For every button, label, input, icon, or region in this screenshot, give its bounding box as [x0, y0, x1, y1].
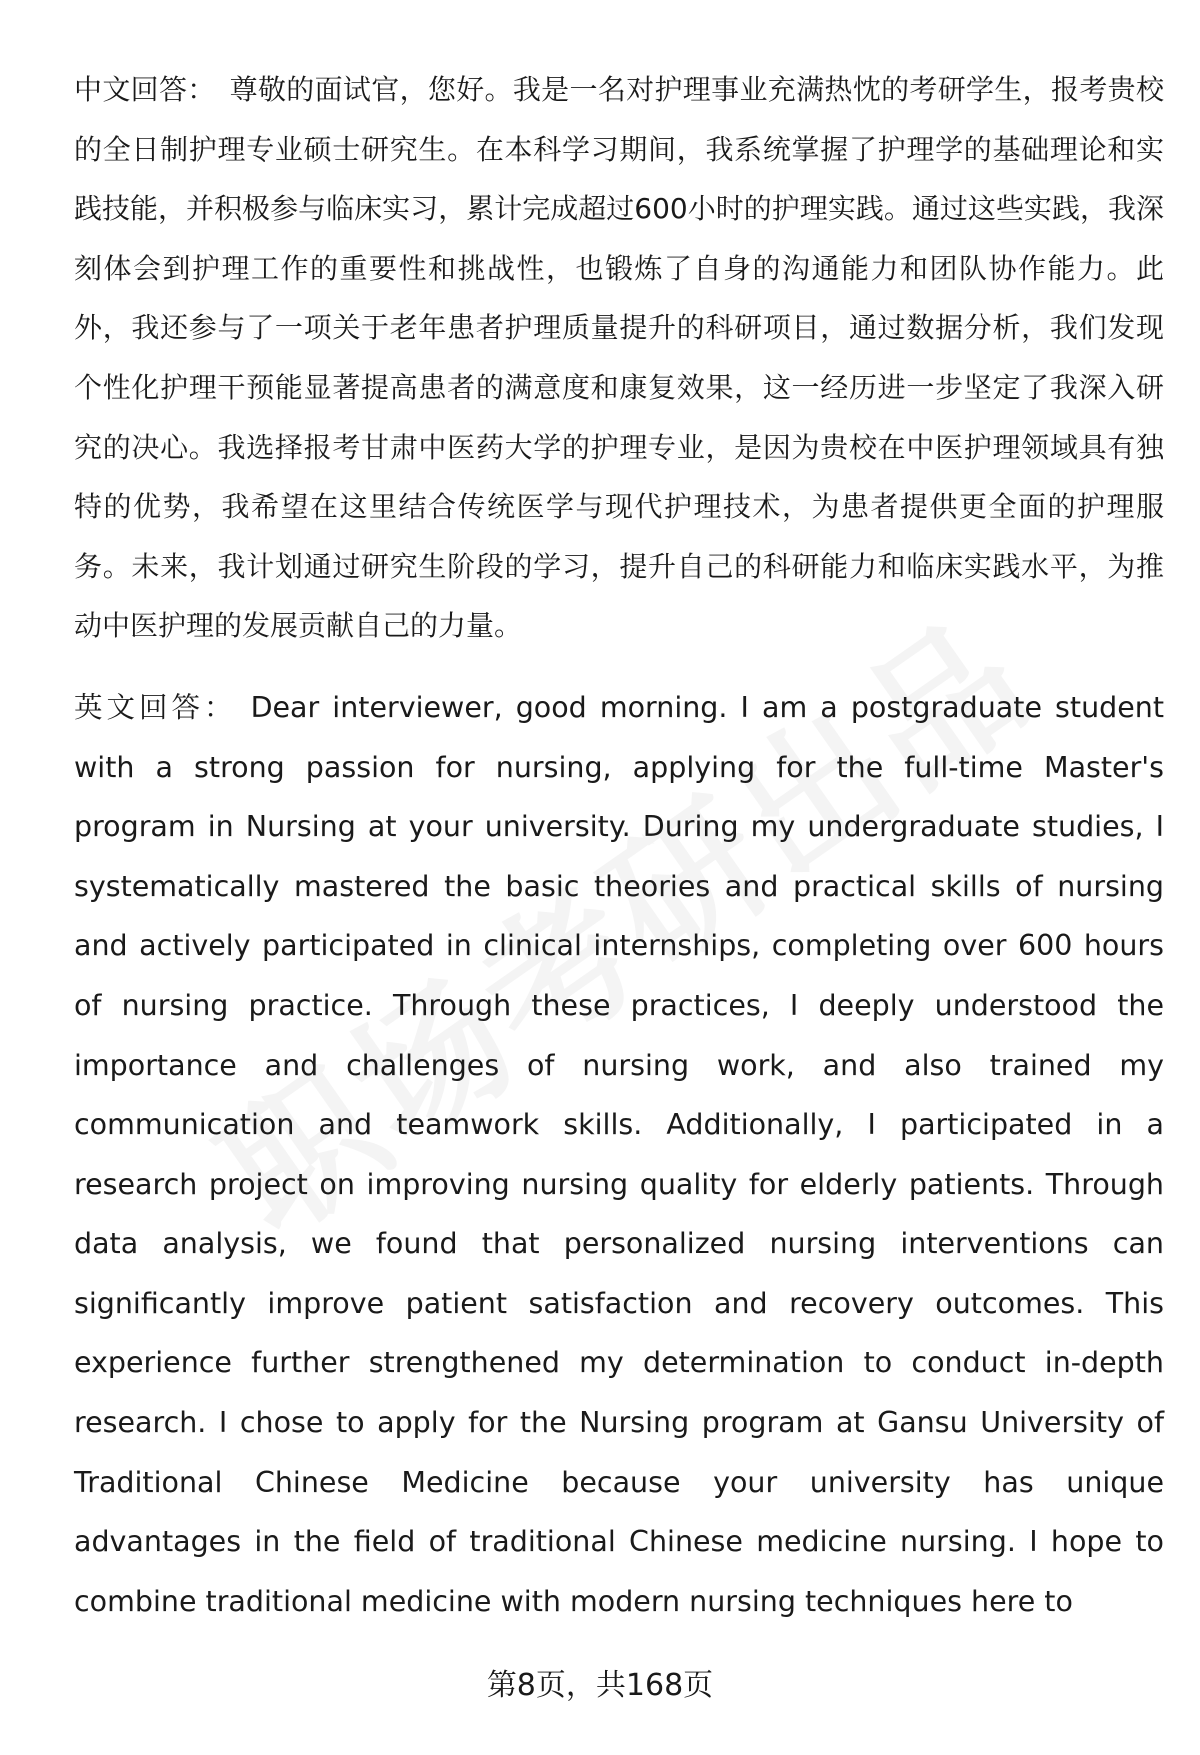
english-answer-label: 英文回答： [74, 690, 237, 724]
english-answer-text: Dear interviewer, good morning. I am a postgraduate student with a strong passion for nursing, applying for the full-time Master's program in Nursing at your university. During my undergraduate studies, I systematically mastered the basic theories and practical skills of nursing and actively participated in clinical internships, completing over 600 hours of nursing practice. Through these practices, I deeply understood the importance and challenges of nursing work, and also trained my communication and teamwork skills. Additionally, I participated in a research project on improving nursing quality for elderly patients. Through data analysis, we found that personalized nursing interventions can significantly improve patient satisfaction and recovery outcomes. This experience further strengthened my determination to conduct in-depth research. I chose to apply for the Nursing program at Gansu University of Traditional Chinese Medicine because your university has unique advantages in the field of traditional Chinese medicine nursing. I hope to combine traditional medicine with modern nursing techniques here to [74, 690, 1164, 1618]
chinese-answer-paragraph [74, 60, 1164, 656]
document-body [74, 60, 1164, 1631]
page-number-footer: 第8页，共168页 [486, 1668, 714, 1703]
english-answer-paragraph [74, 678, 1164, 1632]
chinese-answer-text: 尊敬的面试官，您好。我是一名对护理事业充满热忱的考研学生，报考贵校的全日制护理专业硕士研究生。在本科学习期间，我系统掌握了护理学的基础理论和实践技能，并积极参与临床实习，累计完成超过600小时的护理实践。通过这些实践，我深刻体会到护理工作的重要性和挑战性，也锻炼了自身的沟通能力和团队协作能力。此外，我还参与了一项关于老年患者护理质量提升的科研项目，通过数据分析，我们发现个性化护理干预能显著提高患者的满意度和康复效果，这一经历进一步坚定了我深入研究的决心。我选择报考甘肃中医药大学的护理专业，是因为贵校在中医护理领域具有独特的优势，我希望在这里结合传统医学与现代护理技术，为患者提供更全面的护理服务。未来，我计划通过研究生阶段的学习，提升自己的科研能力和临床实践水平，为推动中医护理的发展贡献自己的力量。 [74, 73, 1164, 643]
chinese-answer-label: 中文回答： [74, 73, 216, 106]
